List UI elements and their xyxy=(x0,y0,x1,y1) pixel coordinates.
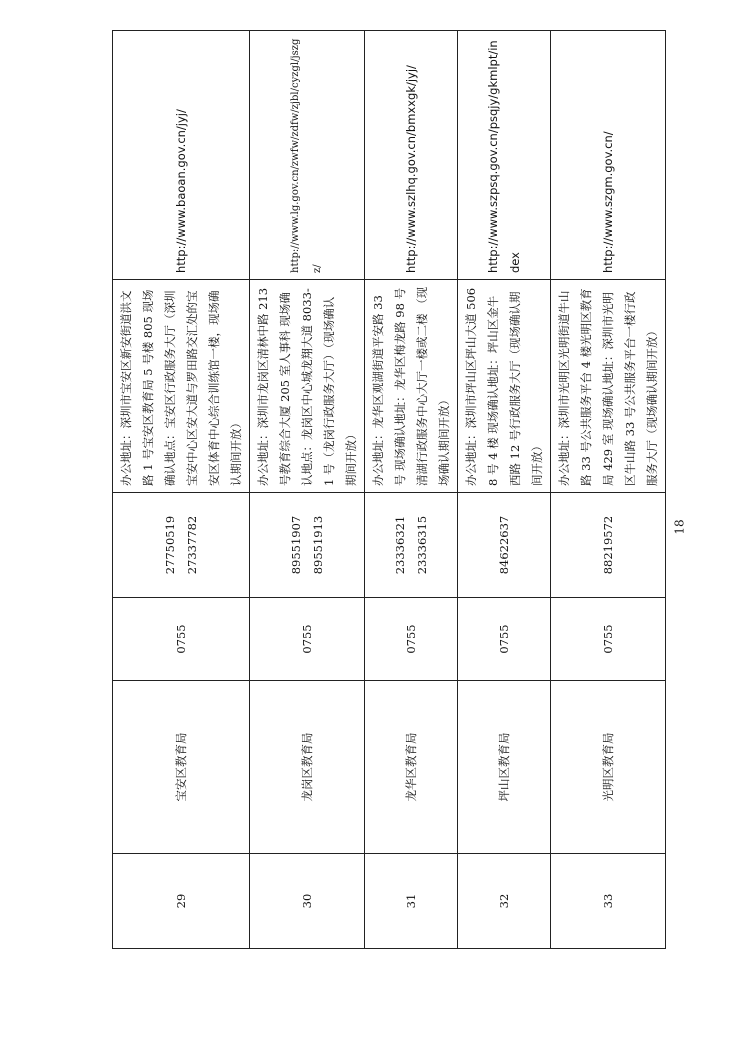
area-code: 0755 xyxy=(458,598,551,681)
table-row xyxy=(250,31,365,949)
table-row xyxy=(365,31,458,949)
website-link[interactable]: http://www.szpsq.gov.cn/psqjy/gkmlpt/index xyxy=(486,40,522,273)
phone-number: 89551913 xyxy=(311,515,325,575)
website-cell xyxy=(551,31,666,280)
website-cell xyxy=(365,31,458,280)
table-row xyxy=(458,31,551,949)
website-cell xyxy=(458,31,551,280)
phone-number: 23336321 xyxy=(393,515,407,575)
address-text: 办公地址：深圳市宝安区新安街道洪文路 1 号宝安区教育局 5 号楼 805 现场确认地点：宝安区行政服务大厅（深圳宝安中心区安大道与罗田路交汇处的宝安区体育中心综合训练馆一楼，现场确认期间开放） xyxy=(113,280,250,493)
phone-number: 27337782 xyxy=(185,515,199,575)
website-cell xyxy=(250,31,365,280)
row-number: 31 xyxy=(365,854,458,949)
website-link[interactable]: http://www.szlhq.gov.cn/bmxxgk/jyj/ xyxy=(404,65,418,273)
area-code: 0755 xyxy=(113,598,250,681)
department-name: 光明区教育局 xyxy=(551,681,666,854)
department-name: 龙岗区教育局 xyxy=(250,681,365,854)
phone-number: 23336315 xyxy=(415,515,429,575)
phone-numbers xyxy=(458,493,551,598)
website-link[interactable]: http://www.szgm.gov.cn/ xyxy=(601,131,615,273)
area-code: 0755 xyxy=(365,598,458,681)
address-text: 办公地址：深圳市坪山区坪山大道 5068 号 4 楼 现场确认地址：坪山区金牛西路 12 号行政服务大厅（现场确认期间开放） xyxy=(458,280,551,493)
website-link[interactable]: http://www.baoan.gov.cn/jyj/ xyxy=(174,109,188,273)
address-text: 办公地址：龙华区观湖街道平安路 33 号 现场确认地址：龙华区梅龙路 98 号清湖行政服务中心大厅一楼或二楼 （现场确认期间开放） xyxy=(365,280,458,493)
address-text: 办公地址：深圳市龙岗区清林中路 213 号教育综合大厦 205 室人事科 现场确认地点：龙岗区中心城龙翔大道 8033-1 号（龙岗行政服务大厅）（现场确认期间开放） xyxy=(250,280,365,493)
phone-number: 84622637 xyxy=(497,515,511,575)
phone-numbers xyxy=(113,493,250,598)
row-number: 30 xyxy=(250,854,365,949)
website-link[interactable]: http://www.lg.gov.cn/zwfw/zdfw/zjbl/cyzgl/jszgz/ xyxy=(290,38,323,273)
table-row xyxy=(551,31,666,949)
contact-table xyxy=(112,30,666,949)
department-name: 宝安区教育局 xyxy=(113,681,250,854)
phone-number: 27750519 xyxy=(163,515,177,575)
phone-numbers xyxy=(551,493,666,598)
phone-numbers xyxy=(365,493,458,598)
phone-number: 89551907 xyxy=(289,515,303,575)
row-number: 29 xyxy=(113,854,250,949)
table-row xyxy=(113,31,250,949)
area-code: 0755 xyxy=(551,598,666,681)
area-code: 0755 xyxy=(250,598,365,681)
phone-numbers xyxy=(250,493,365,598)
rotated-table-frame xyxy=(112,38,659,949)
row-number: 32 xyxy=(458,854,551,949)
phone-number: 88219572 xyxy=(601,515,615,575)
page-number: 18 xyxy=(672,519,687,535)
department-name: 龙华区教育局 xyxy=(365,681,458,854)
department-name: 坪山区教育局 xyxy=(458,681,551,854)
website-cell xyxy=(113,31,250,280)
address-text: 办公地址：深圳市光明区光明街道牛山路 33 号公共服务平台 4 楼光明区教育局 429 室 现场确认地址：深圳市光明区牛山路 33 号公共服务平台一楼行政服务大厅（现场确认期间开放） xyxy=(551,280,666,493)
row-number: 33 xyxy=(551,854,666,949)
